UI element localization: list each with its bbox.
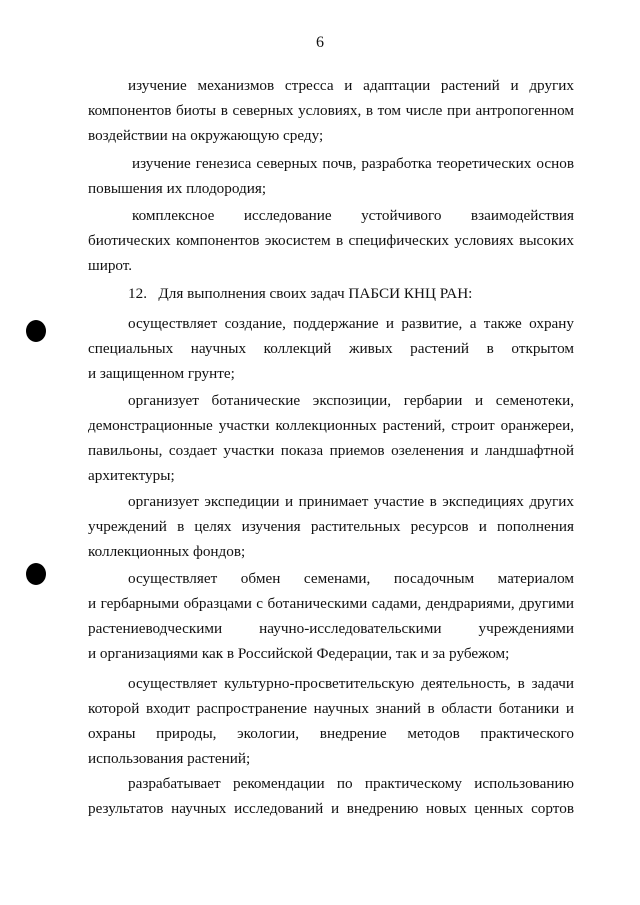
text-line: воздействии на окружающую среду;	[88, 127, 324, 144]
text-line: осуществляет культурно-просветительскую деятельность, в задачи	[128, 675, 574, 692]
text-line: архитектуры;	[88, 467, 175, 484]
text-line: учреждений в целях изучения растительных ресурсов и пополнения	[88, 518, 574, 535]
paragraph-education	[88, 671, 574, 771]
text-line: компонентов биоты в северных условиях, в том числе при антропогенном	[88, 102, 574, 119]
text-line: изучение механизмов стресса и адаптации растений и других	[128, 77, 574, 94]
page-number: 6	[316, 34, 324, 51]
paragraph-stress-adaptation	[88, 73, 574, 148]
paragraph-ecosystem-research	[88, 203, 574, 278]
text-line: и защищенном грунте;	[88, 365, 235, 382]
text-line: широт.	[88, 257, 133, 274]
punch-hole-bottom	[26, 563, 46, 585]
punch-hole-top	[26, 320, 46, 342]
paragraph-expeditions	[88, 489, 574, 564]
text-line: охраны природы, экологии, внедрение методов практического	[88, 725, 574, 742]
text-line: биотических компонентов экосистем в специфических условиях высоких	[88, 232, 574, 249]
text-line: повышения их плодородия;	[88, 180, 267, 197]
text-line: организует ботанические экспозиции, гербарии и семенотеки,	[128, 392, 574, 409]
text-line: специальных научных коллекций живых растений в открытом	[88, 340, 574, 357]
text-line: демонстрационные участки коллекционных растений, строит оранжереи,	[88, 417, 574, 434]
text-line: осуществляет создание, поддержание и развитие, а также охрану	[128, 315, 574, 332]
text-line: и гербарными образцами с ботаническими садами, дендрариями, другими	[88, 595, 574, 612]
section-heading: 12. Для выполнения своих задач ПАБСИ КНЦ РАН:	[128, 285, 473, 302]
text-line: изучение генезиса северных почв, разработка теоретических основ	[132, 155, 574, 172]
text-line: осуществляет обмен семенами, посадочным материалом	[128, 570, 574, 587]
paragraph-collections	[88, 311, 574, 386]
paragraph-soil-genesis	[88, 151, 574, 201]
text-line: павильоны, создает участки показа приемов озеленения и ландшафтной	[88, 442, 574, 459]
text-line: которой входит распространение научных знаний в области ботаники и	[88, 700, 574, 717]
text-line: разрабатывает рекомендации по практическому использованию	[128, 775, 574, 792]
text-line: и организациями как в Российской Федерации, так и за рубежом;	[88, 645, 510, 662]
text-line: комплексное исследование устойчивого взаимодействия	[132, 207, 574, 224]
text-line: растениеводческими научно-исследовательскими учреждениями	[88, 620, 574, 637]
paragraph-recommendations	[88, 771, 574, 821]
paragraph-expositions	[88, 388, 574, 488]
paragraph-item-12	[88, 281, 574, 306]
text-line: использования растений;	[88, 750, 251, 767]
text-line: коллекционных фондов;	[88, 543, 246, 560]
text-line: организует экспедиции и принимает участие в экспедициях других	[128, 493, 574, 510]
paragraph-seed-exchange	[88, 566, 574, 666]
text-line: результатов научных исследований и внедрению новых ценных сортов	[88, 800, 574, 817]
